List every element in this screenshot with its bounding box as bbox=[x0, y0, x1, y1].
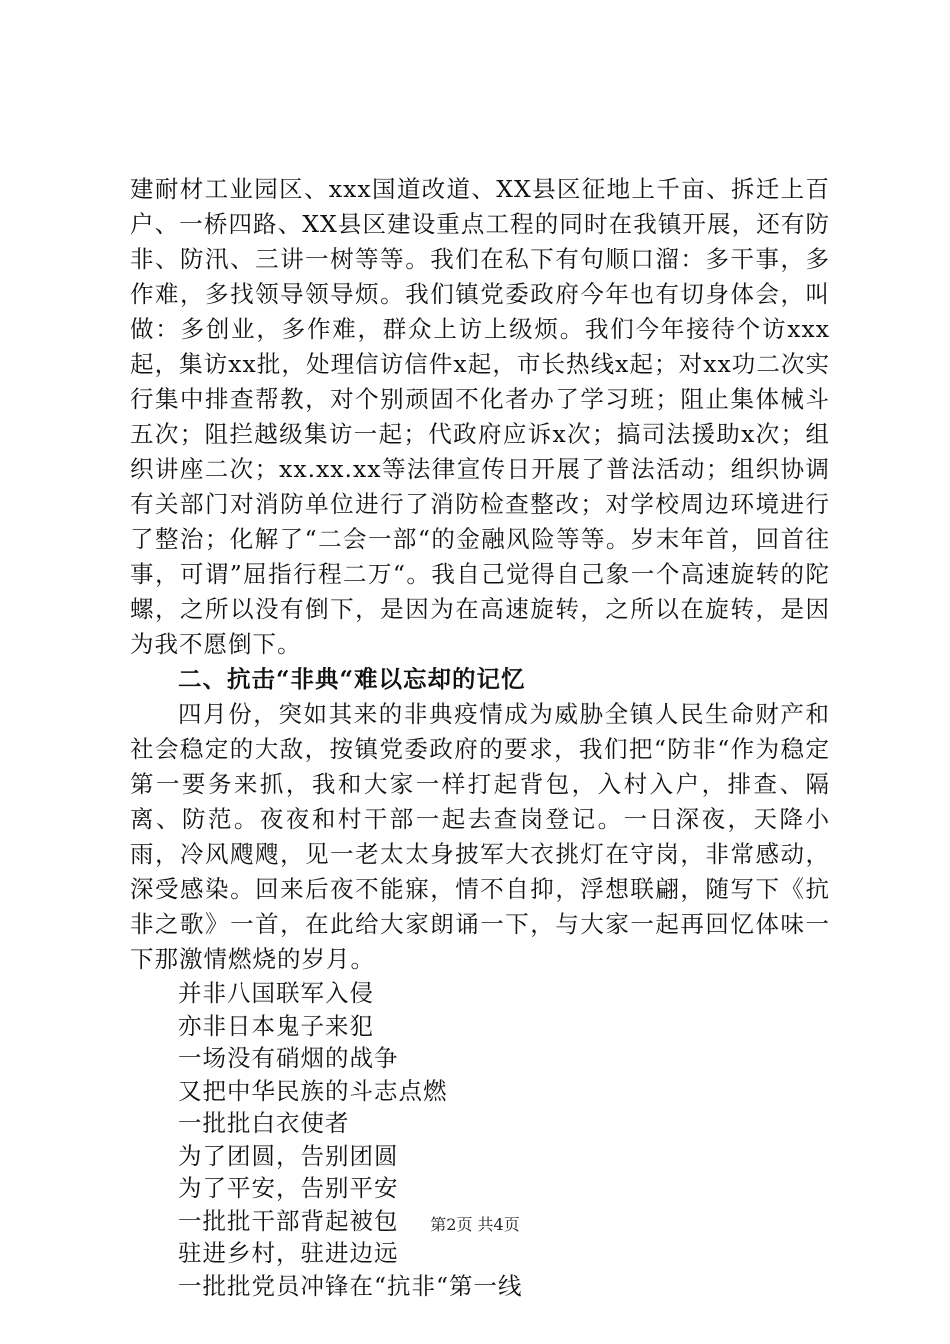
poem-line: 为了平安，告别平安 bbox=[178, 1174, 399, 1202]
poem-line: 一批批白衣使者 bbox=[178, 1109, 350, 1137]
poem-line: 为了团圆，告别团圆 bbox=[178, 1141, 399, 1170]
poem-line: 亦非日本鬼子来犯 bbox=[178, 1011, 374, 1040]
poem-line: 又把中华民族的斗志点燃 bbox=[178, 1076, 448, 1105]
poem-line: 驻进乡村，驻进边远 bbox=[178, 1239, 399, 1267]
document-body bbox=[130, 172, 830, 1302]
body-paragraph-2: 四月份，突如其来的非典疫情成为威胁全镇人民生命财产和社会稳定的大敌，按镇党委政府的要求，我们把“防非“作为稳定第一要务来抓，我和大家一样打起背包，入村入户，排查、隔离、防范。夜夜和村干部一起去查岗登记。一日深夜，天降小雨，冷风飕飕，见一老太太身披军大衣挑灯在守岗，非常感动，深受感染。回来后夜不能寐，情不自抑，浮想联翩，随写下《抗非之歌》一首，在此给大家朗诵一下，与大家一起再回忆体味一下那激情燃烧的岁月。 bbox=[130, 700, 830, 973]
page-footer: 第2页 共4页 bbox=[430, 1215, 520, 1234]
poem-line: 一批批干部背起被包 bbox=[178, 1206, 399, 1235]
poem-line: 一场没有硝烟的战争 bbox=[178, 1044, 399, 1072]
body-paragraph-continued: 建耐材工业园区、xxx国道改道、XX县区征地上千亩、拆迁上百户、一桥四路、XX县区建设重点工程的同时在我镇开展，还有防非、防汛、三讲一树等等。我们在私下有句顺口溜：多干事，多作难，多找领导领导烦。我们镇党委政府今年也有切身体会，叫做：多创业，多作难，群众上访上级烦。我们今年接待个访xxx起，集访xx批，处理信访信件x起，市长热线x起；对xx功二次实行集中排查帮教，对个别顽固不化者办了学习班；阻止集体械斗五次；阻拦越级集访一起；代政府应诉x次；搞司法援助x次；组织讲座二次；xx.xx.xx等法律宣传日开展了普法活动；组织协调有关部门对消防单位进行了消防检查整改；对学校周边环境进行了整治；化解了“二会一部“的金融风险等等。岁末年首，回首往事，可谓”屈指行程二万“。我自己觉得自己象一个高速旋转的陀螺，之所以没有倒下，是因为在高速旋转，之所以在旋转，是因为我不愿倒下。 bbox=[130, 175, 830, 658]
section-heading-2: 二、抗击“非典“难以忘却的记忆 bbox=[178, 665, 526, 693]
poem-line: 一批批党员冲锋在“抗非“第一线 bbox=[178, 1271, 523, 1300]
poem-line: 并非八国联军入侵 bbox=[178, 979, 374, 1007]
poem-block bbox=[130, 977, 830, 1302]
